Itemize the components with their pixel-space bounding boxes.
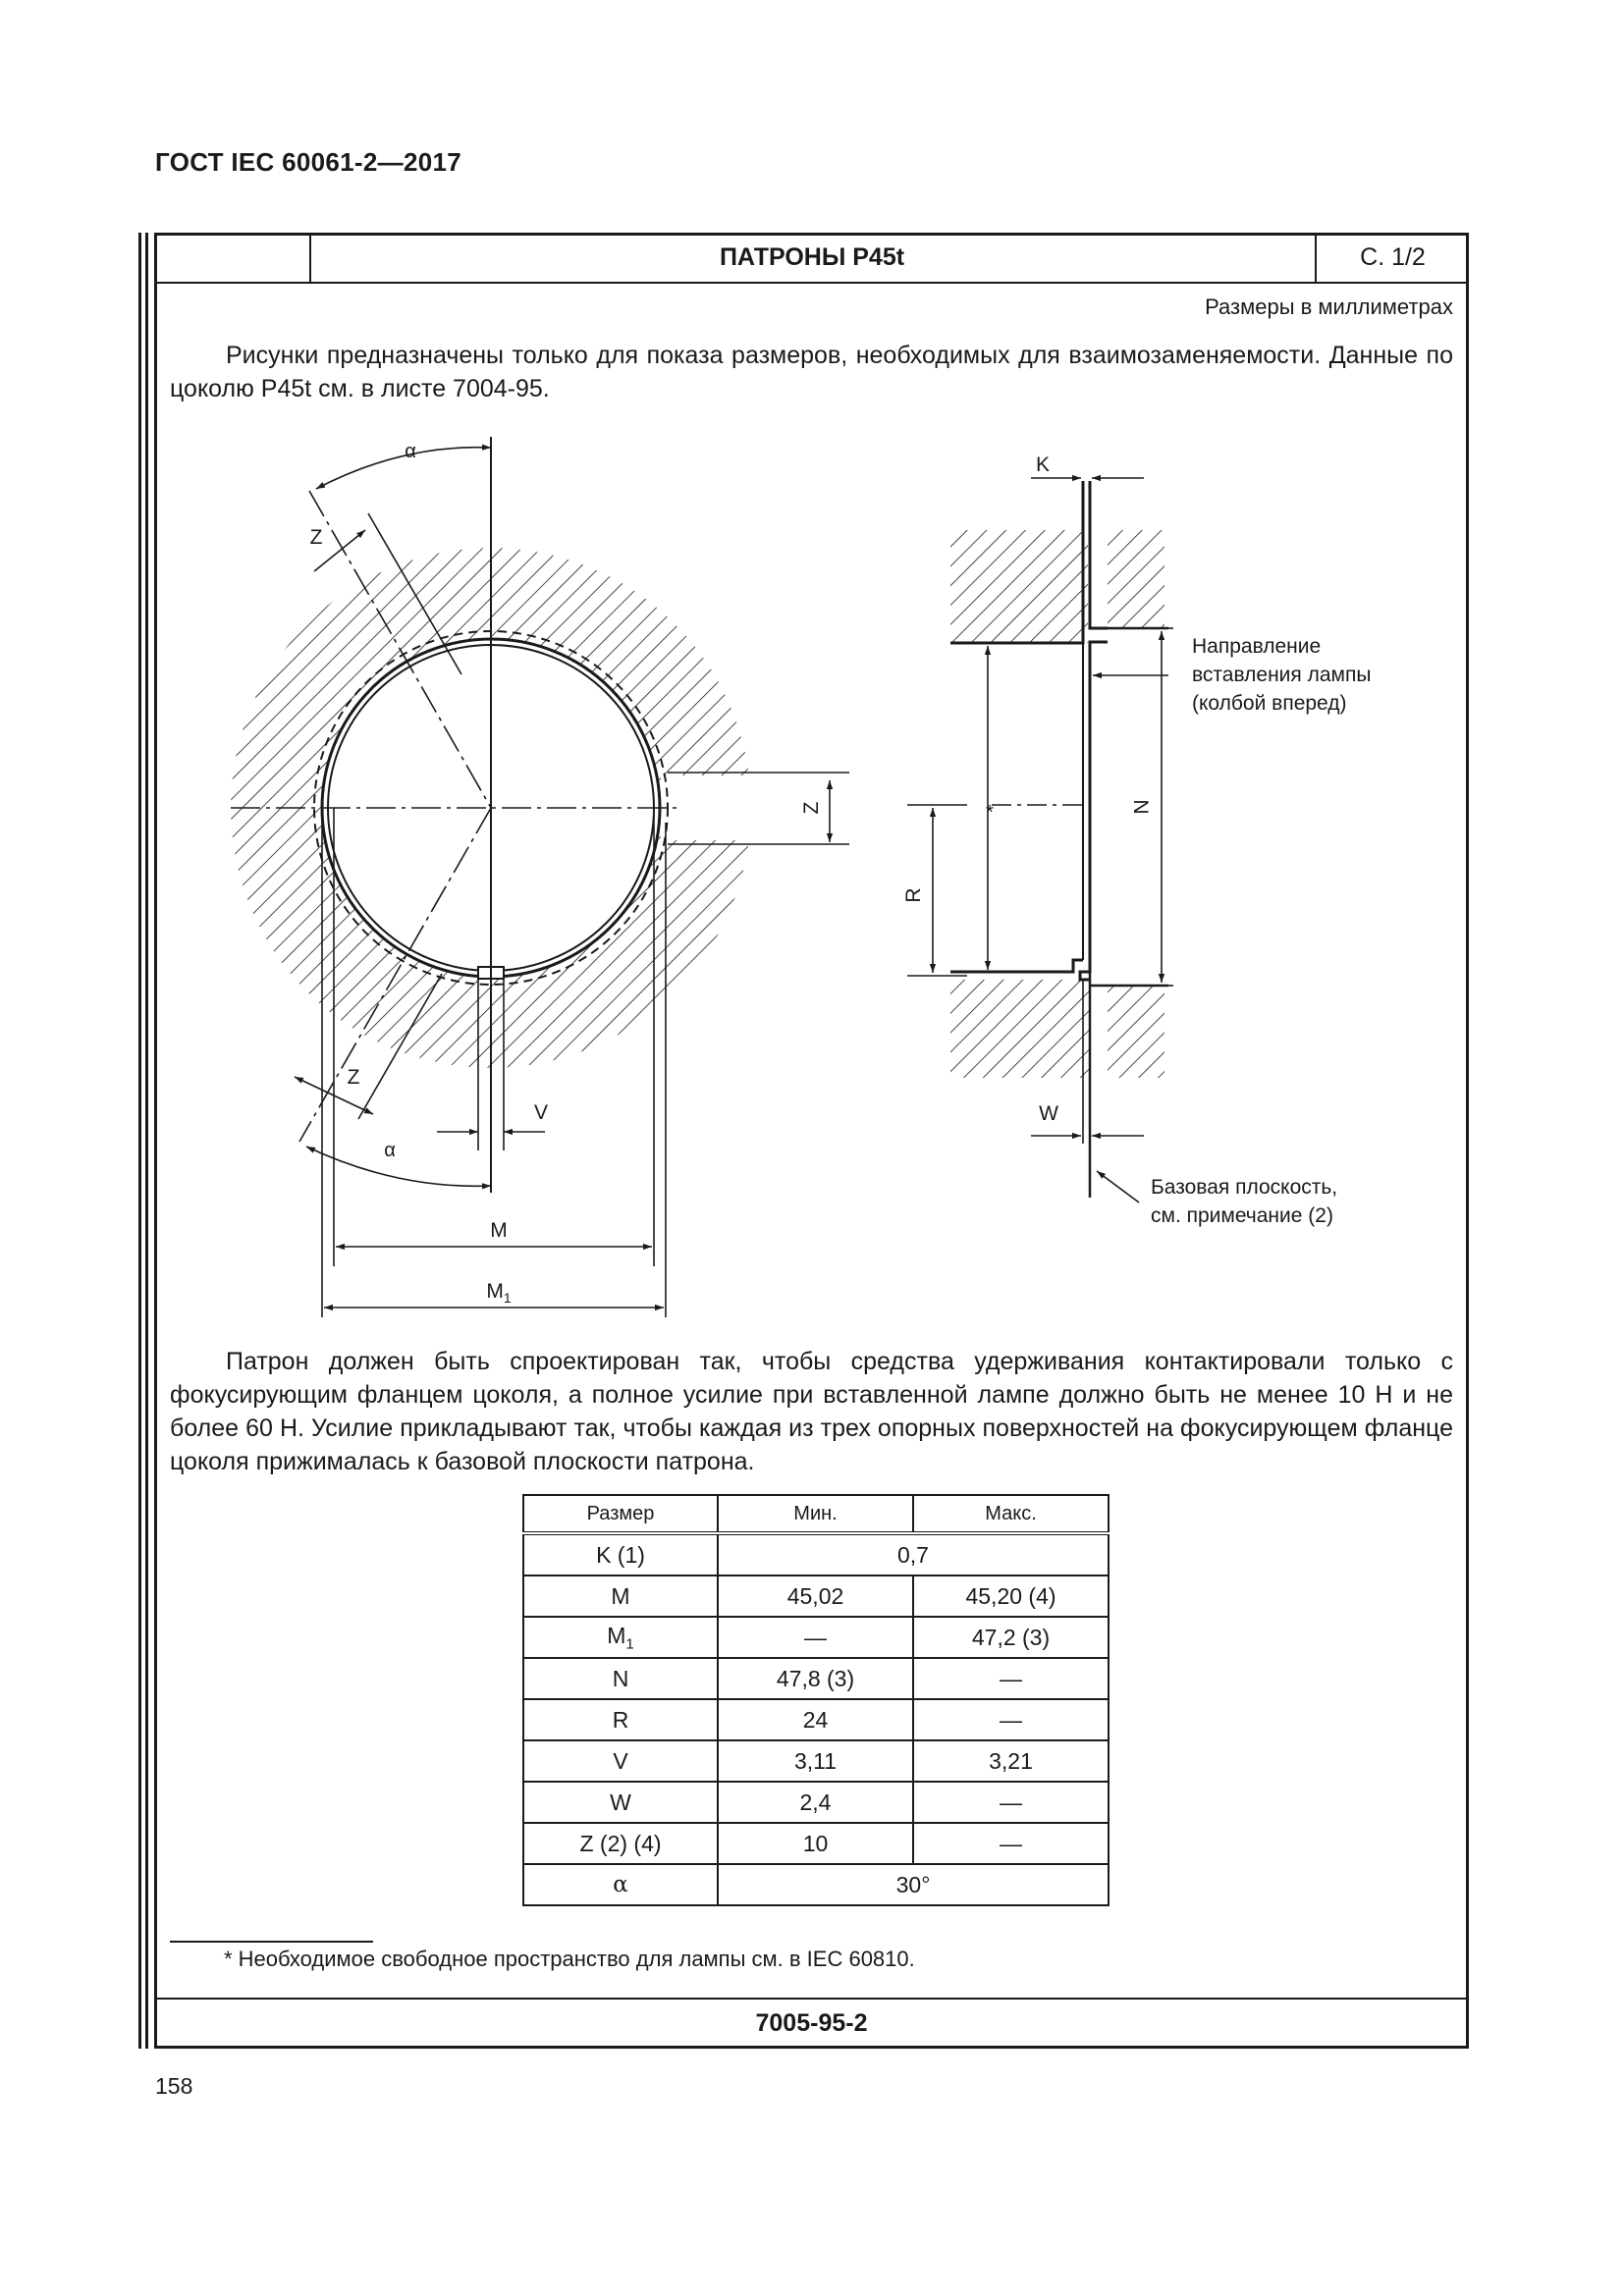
reference-note-line-2: см. примечание (2): [1151, 1204, 1333, 1227]
cell-dimension: K (1): [523, 1533, 718, 1575]
label-v: V: [533, 1101, 549, 1124]
cell-dimension: Z (2) (4): [523, 1823, 718, 1864]
cell-max: 45,20 (4): [913, 1575, 1109, 1617]
document-header: ГОСТ IEC 60061-2—2017: [155, 147, 461, 177]
label-w: W: [1039, 1102, 1058, 1125]
units-note: Размеры в миллиметрах: [1205, 294, 1453, 319]
cell-max: —: [913, 1823, 1109, 1864]
cell-dimension: V: [523, 1740, 718, 1782]
label-z-right: Z: [800, 801, 823, 815]
intro-paragraph: Рисунки предназначены только для показа размеров, необходимых для взаимозаменяемости. Данные по цоколю P45t см. в листе 7004-95.: [170, 342, 1453, 402]
cell-value: 30°: [718, 1864, 1109, 1905]
table-row: [523, 1575, 1109, 1617]
cell-min: —: [718, 1617, 913, 1658]
cell-dimension: R: [523, 1699, 718, 1740]
reference-note-line-1: Базовая плоскость,: [1151, 1176, 1338, 1199]
table-row: [523, 1658, 1109, 1699]
cell-max: —: [913, 1658, 1109, 1699]
dimensions-table: [522, 1494, 1110, 1906]
cell-max: —: [913, 1782, 1109, 1823]
sheet-title: ПАТРОНЫ P45t: [719, 243, 905, 271]
header-min: Мин.: [718, 1495, 913, 1533]
cell-max: 47,2 (3): [913, 1617, 1109, 1658]
sheet-bottom-row: [154, 1998, 1469, 2049]
header-dimension: Размер: [523, 1495, 718, 1533]
cell-min: 24: [718, 1699, 913, 1740]
table-row: [523, 1740, 1109, 1782]
table-row: [523, 1699, 1109, 1740]
sheet-code: 7005-95-2: [755, 2009, 868, 2037]
label-z-bottom: Z: [347, 1066, 360, 1089]
table-row: [523, 1823, 1109, 1864]
cell-min: 47,8 (3): [718, 1658, 913, 1699]
body-paragraph: Патрон должен быть спроектирован так, чтобы средства удерживания контактировали только с фокусирующим фланцем цоколя, а полное усилие при вставленной лампе должно быть не менее 10 Н и не более 60 Н. Усилие прикладывают так, чтобы каждая из трех опорных поверхностей на фокусирующем фланце цоколя прижималась к базовой плоскости патрона.: [170, 1348, 1453, 1475]
cell-min: 45,02: [718, 1575, 913, 1617]
label-alpha-top: α: [405, 441, 416, 462]
side-view: [902, 454, 1371, 1227]
footnote-rule: [170, 1941, 373, 1943]
header-max: Макс.: [913, 1495, 1109, 1533]
cell-dimension: M: [523, 1575, 718, 1617]
cell-dimension: α: [523, 1864, 718, 1905]
label-m1: $M_1$: [486, 1280, 512, 1306]
cell-min: 2,4: [718, 1782, 913, 1823]
front-view: [231, 437, 849, 1317]
label-n: N: [1129, 799, 1152, 815]
direction-note-line-2: вставления лампы: [1192, 664, 1372, 686]
table-header-row: [523, 1495, 1109, 1533]
label-k: K: [1035, 454, 1051, 476]
sheet-page-label: С. 1/2: [1315, 233, 1469, 282]
cell-value: 0,7: [718, 1533, 1109, 1575]
label-alpha-bottom: α: [384, 1140, 396, 1161]
table-row: [523, 1617, 1109, 1658]
direction-note-line-1: Направление: [1192, 635, 1322, 658]
label-m: M: [490, 1219, 508, 1242]
cell-min: 3,11: [718, 1740, 913, 1782]
cell-max: 3,21: [913, 1740, 1109, 1782]
cell-dimension: $M_1$: [523, 1617, 718, 1658]
label-r: R: [902, 887, 925, 903]
label-star: *: [986, 802, 994, 824]
cell-dimension: W: [523, 1782, 718, 1823]
direction-note-line-3: (колбой вперед): [1192, 692, 1347, 715]
label-z-top: Z: [309, 526, 323, 549]
table-row: [523, 1533, 1109, 1575]
cell-dimension: N: [523, 1658, 718, 1699]
cell-min: 10: [718, 1823, 913, 1864]
footnote: * Необходимое свободное пространство для лампы см. в IEC 60810.: [224, 1947, 915, 1971]
cell-max: —: [913, 1699, 1109, 1740]
page-number: 158: [155, 2073, 193, 2099]
table-row: [523, 1782, 1109, 1823]
table-row: [523, 1864, 1109, 1905]
